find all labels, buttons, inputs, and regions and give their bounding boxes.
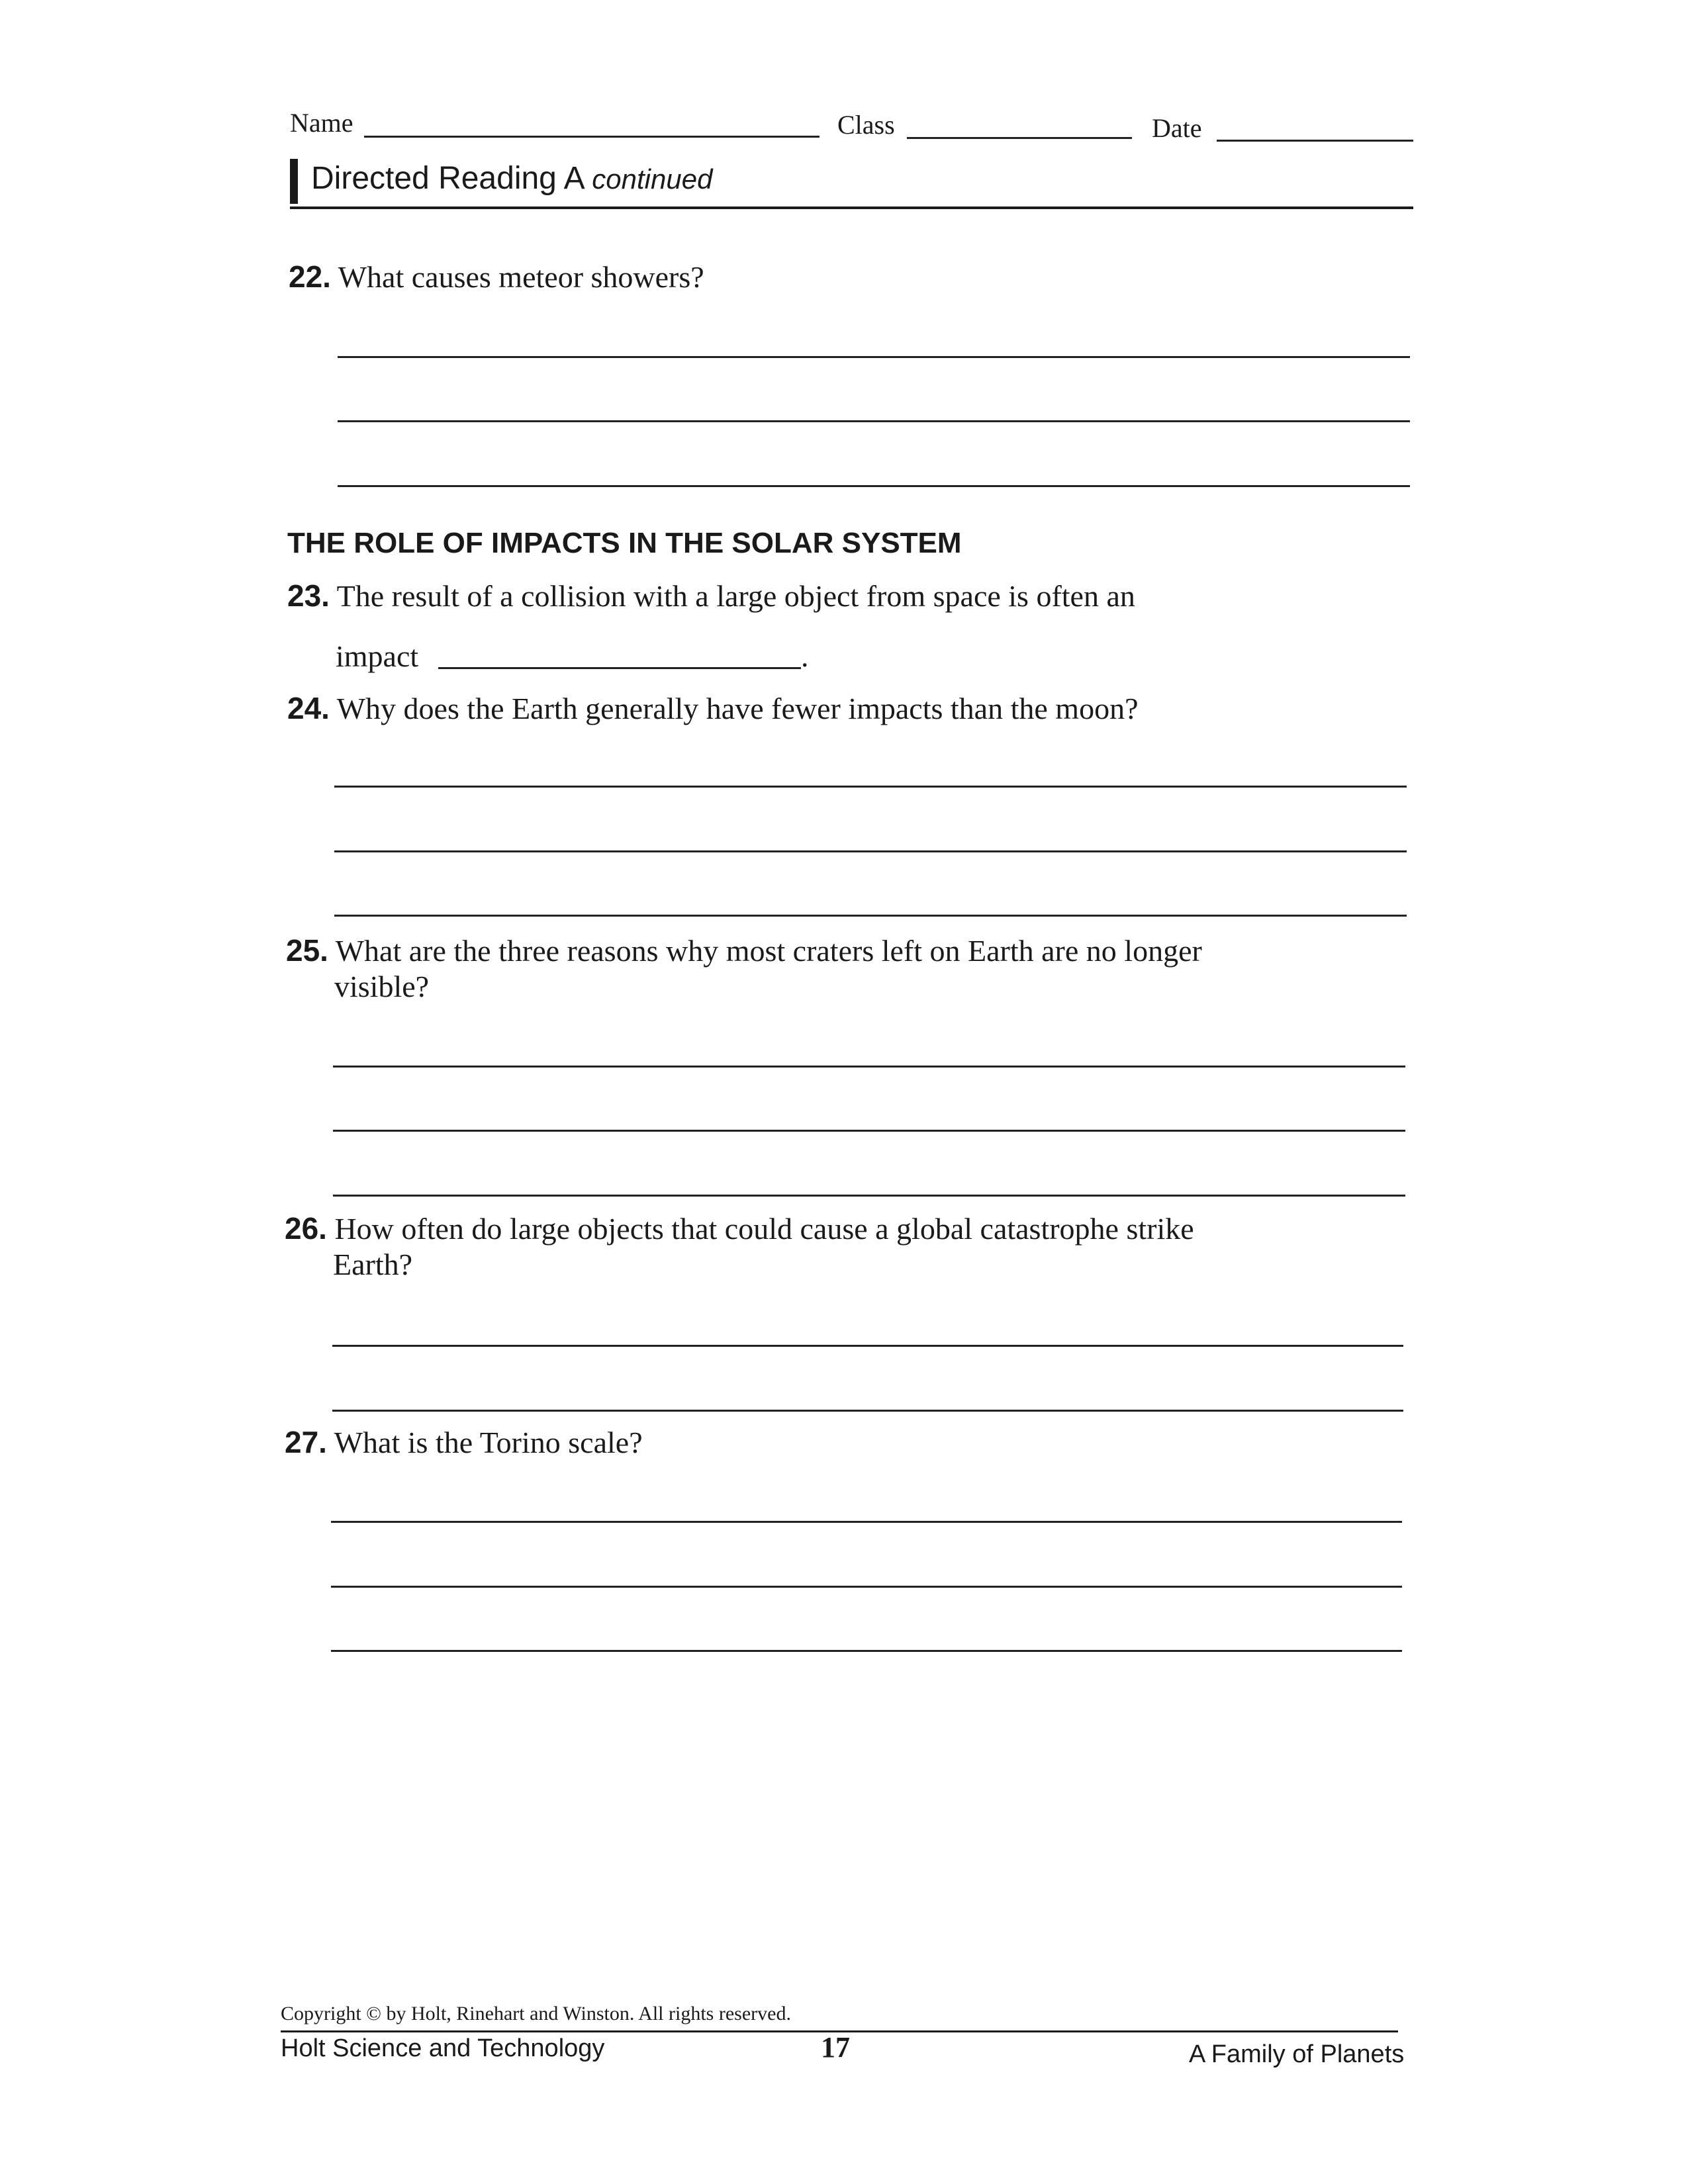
section-heading: THE ROLE OF IMPACTS IN THE SOLAR SYSTEM: [287, 527, 962, 559]
question-text: What causes meteor showers?: [338, 260, 704, 294]
question-number: 27.: [285, 1425, 327, 1459]
question-text: How often do large objects that could cause a global catastrophe strike: [334, 1212, 1194, 1246]
answer-blank-23[interactable]: [438, 667, 801, 669]
question-24: [287, 691, 1139, 727]
section-title: [311, 160, 712, 197]
question-text: What are the three reasons why most craters left on Earth are no longer: [335, 934, 1202, 968]
question-number: 22.: [289, 259, 331, 294]
answer-line-22-3[interactable]: [338, 485, 1410, 487]
answer-line-22-1[interactable]: [338, 356, 1410, 358]
question-26-line2: Earth?: [333, 1248, 413, 1281]
question-23-end: .: [801, 639, 809, 673]
section-title-main: Directed Reading A: [311, 161, 583, 196]
answer-line-24-3[interactable]: [334, 915, 1407, 917]
question-text: Why does the Earth generally have fewer impacts than the moon?: [336, 692, 1139, 725]
question-text: What is the Torino scale?: [334, 1426, 643, 1459]
answer-line-25-1[interactable]: [333, 1066, 1405, 1068]
page-number: 17: [821, 2031, 850, 2064]
answer-line-25-2[interactable]: [333, 1130, 1405, 1132]
question-number: 24.: [287, 691, 330, 725]
question-26: [285, 1211, 1194, 1247]
answer-line-27-1[interactable]: [331, 1521, 1402, 1523]
name-label: Name: [290, 108, 353, 138]
question-25: [286, 933, 1202, 969]
class-field-line[interactable]: [907, 137, 1132, 139]
footer-book-title: A Family of Planets: [1189, 2040, 1405, 2068]
answer-line-26-1[interactable]: [332, 1345, 1403, 1347]
date-label: Date: [1152, 113, 1202, 143]
question-number: 23.: [287, 578, 330, 613]
question-text: The result of a collision with a large object from space is often an: [336, 579, 1135, 613]
question-25-line2: visible?: [334, 970, 430, 1003]
answer-line-24-2[interactable]: [334, 850, 1407, 852]
section-title-suffix: continued: [592, 163, 713, 195]
class-label: Class: [837, 110, 895, 140]
question-22: [289, 259, 704, 295]
copyright-notice: Copyright © by Holt, Rinehart and Winston. All rights reserved.: [281, 2003, 791, 2025]
name-field-line[interactable]: [364, 136, 820, 138]
section-title-bar: [290, 159, 298, 204]
question-23: [287, 578, 1135, 614]
section-title-rule: [290, 206, 1413, 209]
answer-line-22-2[interactable]: [338, 420, 1410, 422]
answer-line-24-1[interactable]: [334, 786, 1407, 788]
question-number: 26.: [285, 1211, 327, 1246]
answer-line-27-3[interactable]: [331, 1650, 1402, 1652]
question-27: [285, 1425, 643, 1461]
footer-publisher: Holt Science and Technology: [281, 2034, 605, 2062]
date-field-line[interactable]: [1217, 140, 1413, 142]
question-23-line2: impact: [336, 639, 419, 673]
answer-line-27-2[interactable]: [331, 1586, 1402, 1588]
answer-line-26-2[interactable]: [332, 1410, 1403, 1412]
answer-line-25-3[interactable]: [333, 1195, 1405, 1197]
question-number: 25.: [286, 933, 328, 968]
